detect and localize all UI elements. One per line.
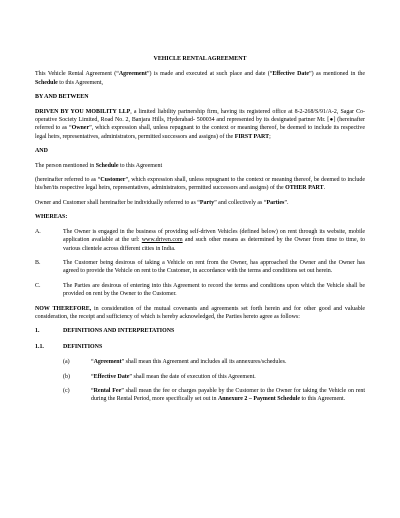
definition-item xyxy=(35,373,365,381)
parties-term-parties: Parties xyxy=(266,199,285,206)
definition-quote: “ xyxy=(91,373,94,380)
definition-body: to this Agreement. xyxy=(300,396,346,403)
recital-item xyxy=(35,282,365,299)
customer-part-label: OTHER PART xyxy=(285,185,324,192)
recital-item xyxy=(35,228,365,253)
section-number: 1. xyxy=(35,328,40,335)
parties-text: ” and collectively as “ xyxy=(214,199,267,206)
recital-text xyxy=(63,228,365,253)
customer-text: . xyxy=(323,185,326,192)
recital-text-part: and such other means as determined by the Owner from time to time, to various clientele across different cities in India. xyxy=(63,237,366,252)
person-text: to this Agreement xyxy=(118,162,163,169)
person-paragraph xyxy=(35,162,365,170)
recital-label: C. xyxy=(35,282,41,289)
now-therefore-paragraph xyxy=(35,305,365,322)
customer-term: Customer xyxy=(100,177,126,184)
recital-item xyxy=(35,259,365,276)
definition-body: ” shall mean this Agreement and includes all its annexures/schedules. xyxy=(121,359,287,366)
person-text: The person mentioned in xyxy=(35,162,96,169)
subsection-title: DEFINITIONS xyxy=(63,343,103,350)
definition-label: (a) xyxy=(63,359,70,366)
section-heading xyxy=(35,327,365,335)
annexure-reference: Annexure 2 – Payment Schedule xyxy=(217,396,300,403)
now-therefore-text: in consideration of the mutual covenants and agreements set forth herein and for other good and valuable consideration, the receipt and sufficiency of which is hereby acknowledged, the Parties hereto agree as follows: xyxy=(35,305,365,320)
whereas-heading: WHEREAS: xyxy=(35,214,68,221)
customer-text: (hereinafter referred to as “ xyxy=(35,177,101,184)
intro-text: ”) is made and executed at such place and date (“ xyxy=(146,71,273,78)
definition-quote: “ xyxy=(91,359,94,366)
recital-text: The Parties are desirous of entering into this Agreement to record the terms and conditions upon which the Vehicle shall be provided on rent by the Owner to the Customer. xyxy=(63,282,365,298)
owner-text: ; xyxy=(269,133,271,140)
owner-part-label: FIRST PART xyxy=(234,133,270,140)
definition-term: Agreement xyxy=(93,359,122,366)
definition-term: Effective Date xyxy=(93,373,130,380)
between-heading: BY AND BETWEEN xyxy=(35,94,89,101)
owner-text: , a limited liability partnership firm, having its registered office at 8-2-268/S/91/A-2, Sagar Co-operative Society Limited, Road No. 2, Banjara Hills, Hyderabad- 500034 and represented by its designated partner Mr. [●] (hereinafter referred to as “ xyxy=(35,108,365,132)
section-title: DEFINITIONS AND INTERPRETATIONS xyxy=(63,328,175,335)
subsection-number: 1.1. xyxy=(35,343,44,350)
intro-text: This Vehicle Rental Agreement (“ xyxy=(35,71,119,78)
definition-item xyxy=(35,387,365,404)
definition-text xyxy=(91,373,365,381)
recital-text: The Customer being desirous of taking a Vehicle on rent from the Owner, has approached the Owner and the Owner has agreed to provide the Vehicle on rent to the Customer, in accordance with the terms and conditions set out herein. xyxy=(63,259,365,275)
definition-body: ” shall mean the fee or charges payable by the Customer to the Owner for taking the Vehicle on rent during the Rental Period, more specifically set out in xyxy=(91,387,365,403)
document-title: VEHICLE RENTAL AGREEMENT xyxy=(153,56,247,62)
definition-label: (b) xyxy=(63,373,70,380)
definition-term: Rental Fee xyxy=(93,387,122,394)
intro-paragraph xyxy=(35,70,365,87)
person-term-schedule: Schedule xyxy=(95,162,119,169)
intro-text: ”) as mentioned in the xyxy=(309,71,365,78)
definition-body: ” shall mean the date of execution of this Agreement. xyxy=(129,373,256,380)
parties-paragraph xyxy=(35,199,365,207)
owner-name: DRIVEN BY YOU MOBILITY LLP xyxy=(35,108,131,115)
customer-text: ”, which expression shall, unless repugnant to the context or meaning thereof, be deemed to include his/her/its respective legal heirs, representatives, administrators, permitted successors and assigns) of the xyxy=(35,177,365,192)
parties-text: ”. xyxy=(284,199,289,206)
intro-term-schedule: Schedule xyxy=(35,79,58,86)
definition-label: (c) xyxy=(63,387,70,394)
now-therefore-lead: NOW THEREFORE, xyxy=(35,305,92,312)
customer-paragraph xyxy=(35,176,365,193)
recital-text-part: The Owner is engaged in the business of providing self-driven Vehicles (defined below) on rent through its website, mobile application available at the url: xyxy=(63,228,365,244)
and-heading: AND xyxy=(35,148,48,155)
definition-quote: “ xyxy=(91,387,94,394)
definition-text xyxy=(91,387,365,404)
recital-label: B. xyxy=(35,259,41,266)
owner-term: Owner xyxy=(71,125,90,132)
parties-term-party: Party xyxy=(199,199,215,206)
intro-text: to this Agreement, xyxy=(57,79,103,86)
intro-term-agreement: Agreement xyxy=(118,71,147,78)
owner-paragraph xyxy=(35,108,365,142)
owner-text: ”, which expression shall, unless repugnant to the context or meaning thereof, be deemed to include its respective legal heirs, representatives, administrators, permitted successors and assigns) of the xyxy=(35,125,365,140)
recital-label: A. xyxy=(35,228,41,235)
website-link[interactable]: www.driven.com xyxy=(141,237,183,244)
subsection-heading xyxy=(35,343,365,351)
definition-item xyxy=(35,358,365,366)
definition-text xyxy=(91,358,365,366)
intro-term-effective-date: Effective Date xyxy=(272,71,310,78)
parties-text: Owner and Customer shall hereinafter be individually referred to as “ xyxy=(35,199,200,206)
